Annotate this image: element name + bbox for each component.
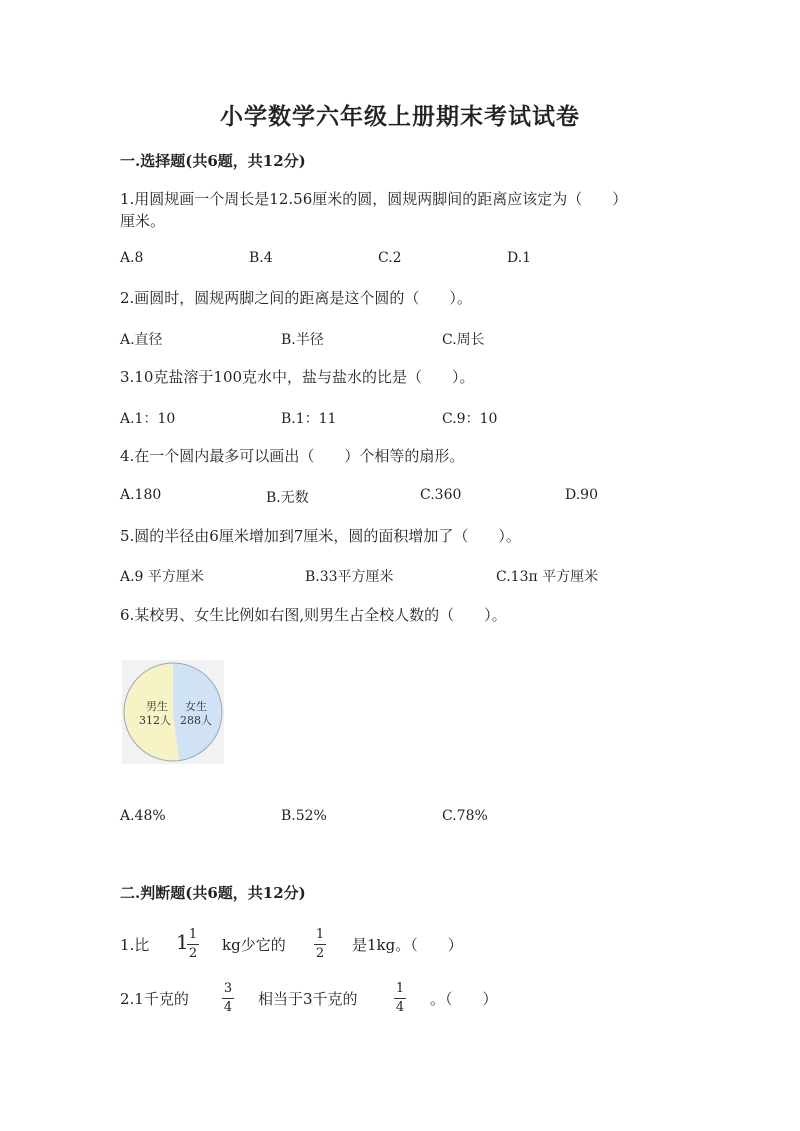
judge-q1-prefix: 1.比 <box>120 936 150 954</box>
fraction-bar <box>394 998 406 999</box>
q5-option-a: A.9 平方厘米 <box>120 569 204 585</box>
q2-option-a: A.直径 <box>120 332 163 348</box>
question-3-text: 3.10克盐溶于100克水中，盐与盐水的比是（ ）。 <box>120 368 475 386</box>
fraction-denominator: 4 <box>395 1000 405 1015</box>
q3-option-c: C.9：10 <box>442 411 498 427</box>
judge-q1-mixed-fraction <box>187 928 199 961</box>
q1-option-d: D.1 <box>507 250 532 266</box>
q6-option-a: A.48% <box>120 808 166 824</box>
q5-option-c: C.13π 平方厘米 <box>496 569 599 585</box>
judge-q2-prefix: 2.1千克的 <box>120 990 189 1008</box>
q5-option-b: B.33平方厘米 <box>305 569 394 585</box>
fraction-numerator: 1 <box>315 927 325 942</box>
question-4-text: 4.在一个圆内最多可以画出（ ）个相等的扇形。 <box>120 447 465 465</box>
fraction-bar <box>222 998 234 999</box>
q2-option-b: B.半径 <box>281 332 324 348</box>
judge-q2-fraction-1 <box>222 982 234 1015</box>
question-6-text: 6.某校男、女生比例如右图,则男生占全校人数的（ ）。 <box>120 606 507 624</box>
pie-label-female: 女生 <box>185 700 207 713</box>
fraction-bar <box>187 944 199 945</box>
gender-ratio-pie-chart <box>122 660 224 764</box>
section-heading-judgement: 二.判断题(共6题，共12分) <box>120 884 306 902</box>
q4-option-c: C.360 <box>420 487 462 503</box>
q4-option-b: B.无数 <box>266 490 309 506</box>
q1-option-a: A.8 <box>120 250 144 266</box>
judge-q1-mixed-whole: 1 <box>176 930 189 954</box>
q2-option-c: C.周长 <box>442 332 485 348</box>
page-title: 小学数学六年级上册期末考试试卷 <box>220 103 580 130</box>
question-1-text: 1.用圆规画一个周长是12.56厘米的圆，圆规两脚间的距离应该定为（ ） <box>120 190 628 208</box>
judge-q2-suffix: 。（ ） <box>430 990 498 1008</box>
q4-option-d: D.90 <box>565 487 598 503</box>
question-2-text: 2.画圆时，圆规两脚之间的距离是这个圆的（ ）。 <box>120 289 472 307</box>
fraction-bar <box>314 944 326 945</box>
fraction-denominator: 2 <box>315 946 325 961</box>
judge-q1-suffix: 是1kg。（ ） <box>352 936 463 954</box>
q1-option-c: C.2 <box>378 250 402 266</box>
pie-label-male: 男生 <box>146 700 168 713</box>
pie-count-female: 288人 <box>180 714 212 727</box>
section-heading-choice: 一.选择题(共6题，共12分) <box>120 152 306 170</box>
q3-option-a: A.1：10 <box>120 411 176 427</box>
fraction-denominator: 4 <box>223 1000 233 1015</box>
q6-option-c: C.78% <box>442 808 488 824</box>
judge-q2-fraction-2 <box>394 982 406 1015</box>
judge-q1-middle: kg少它的 <box>222 936 286 954</box>
pie-count-male: 312人 <box>139 714 171 727</box>
question-1-text-cont: 厘米。 <box>120 212 166 230</box>
judge-q1-fraction <box>314 928 326 961</box>
q6-option-b: B.52% <box>281 808 327 824</box>
q4-option-a: A.180 <box>120 487 162 503</box>
question-5-text: 5.圆的半径由6厘米增加到7厘米，圆的面积增加了（ ）。 <box>120 527 521 545</box>
fraction-denominator: 2 <box>188 946 198 961</box>
fraction-numerator: 3 <box>223 981 233 996</box>
q3-option-b: B.1：11 <box>281 411 337 427</box>
fraction-numerator: 1 <box>395 981 405 996</box>
q1-option-b: B.4 <box>249 250 273 266</box>
judge-q2-middle: 相当于3千克的 <box>258 990 358 1008</box>
fraction-numerator: 1 <box>188 927 198 942</box>
